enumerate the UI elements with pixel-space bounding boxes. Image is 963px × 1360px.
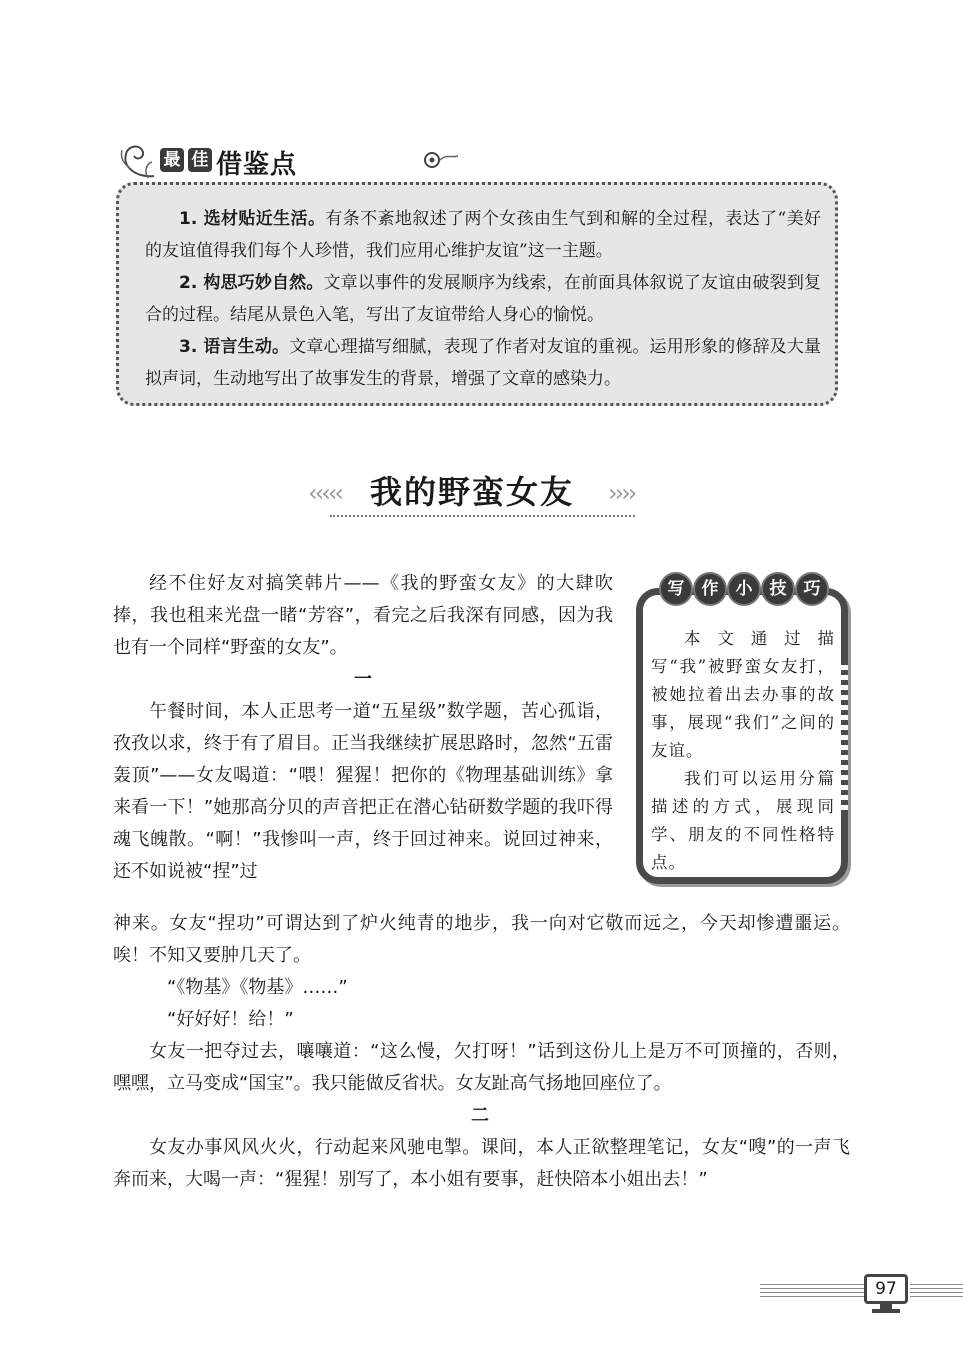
title-chip-2: 佳 [188,148,212,172]
best-points-title: 借鉴点 [216,150,298,180]
tip-title-char: 小 [727,572,761,606]
page-number-base [872,1309,900,1313]
writing-tip-box [636,588,848,884]
dialogue-line: “好好好！给！” [167,1009,294,1030]
article-paragraph: 女友办事风风火火，行动起来风驰电掣。课间，本人正欲整理笔记，女友“嗖”的一声飞奔而来，大喝一声：“猩猩！别写了，本小姐有要事，赶快陪本小姐出去！” [113,1137,850,1190]
tip-paragraph: 我们可以运用分篇描述的方式，展现同学、朋友的不同性格特点。 [651,769,835,872]
left-chevron-decoration: ‹‹‹‹‹ [308,479,341,507]
article-body-wide [113,908,850,1196]
article-title: 我的野蛮女友 [370,473,575,511]
article-paragraph: 经不住好友对搞笑韩片——《我的野蛮女友》的大肆吹捧，我也租来光盘一睹“芳容”，看完之后我深有同感，因为我也有一个同样“野蛮的女友”。 [113,573,613,658]
article-paragraph-continued: 神来。女友“捏功”可谓达到了炉火纯青的地步，我一向对它敬而远之，今天却惨遭噩运。唉！不知又要肿几天了。 [113,913,850,966]
page-number-rule-right [910,1284,963,1298]
tip-title-char: 写 [659,572,693,606]
page-number: 97 [864,1274,908,1304]
article-paragraph: 午餐时间，本人正思考一道“五星级”数学题，苦心孤诣，孜孜以求，终于有了眉目。正当我继续扩展思路时，忽然“五雷轰顶”——女友喝道：“喂！猩猩！把你的《物理基础训练》拿来看一下！”她那高分贝的声音把正在潜心钻研数学题的我吓得魂飞魄散。“啊！”我惨叫一声，终于回过神来。说回过神来，还不如说被“捏”过 [113,701,613,882]
best-point-item: 3. 语言生动。文章心理描写细腻，表现了作者对友谊的重视。运用形象的修辞及大量拟声词，生动地写出了故事发生的背景，增强了文章的感染力。 [145,337,821,389]
swirl-ornament-icon [118,138,158,182]
best-points-header [118,138,358,184]
page-number-rule-left [760,1284,864,1298]
right-chevron-decoration: ›››› [608,479,635,507]
flower-ornament-icon [420,146,460,176]
section-marker: 二 [471,1105,489,1126]
title-underline [330,515,635,517]
article-body-narrow [113,568,613,888]
tip-dashed-edge [841,665,848,815]
dialogue-line: “《物基》《物基》……” [167,977,348,998]
tip-title-char: 技 [761,572,795,606]
tip-title-char: 作 [693,572,727,606]
tip-paragraph: 本文通过描写“我”被野蛮女友打，被她拉着出去办事的故事，展现“我们”之间的友谊。 [651,629,835,760]
best-point-item: 2. 构思巧妙自然。文章以事件的发展顺序为线索，在前面具体叙说了友谊由破裂到复合的过程。结尾从景色入笔，写出了友谊带给人身心的愉悦。 [145,273,821,325]
best-points-box [116,182,838,406]
tip-title-char: 巧 [795,572,829,606]
section-marker: 一 [354,669,372,690]
writing-tip-header [655,572,855,608]
article-paragraph: 女友一把夺过去，嚷嚷道：“这么慢，欠打呀！”话到这份儿上是万不可顶撞的，否则，嘿嘿，立马变成“国宝”。我只能做反省状。女友趾高气扬地回座位了。 [113,1041,850,1094]
best-point-item: 1. 选材贴近生活。有条不紊地叙述了两个女孩由生气到和解的全过程，表达了“美好的友谊值得我们每个人珍惜，我们应用心维护友谊”这一主题。 [145,209,821,261]
title-chip-1: 最 [160,148,184,172]
